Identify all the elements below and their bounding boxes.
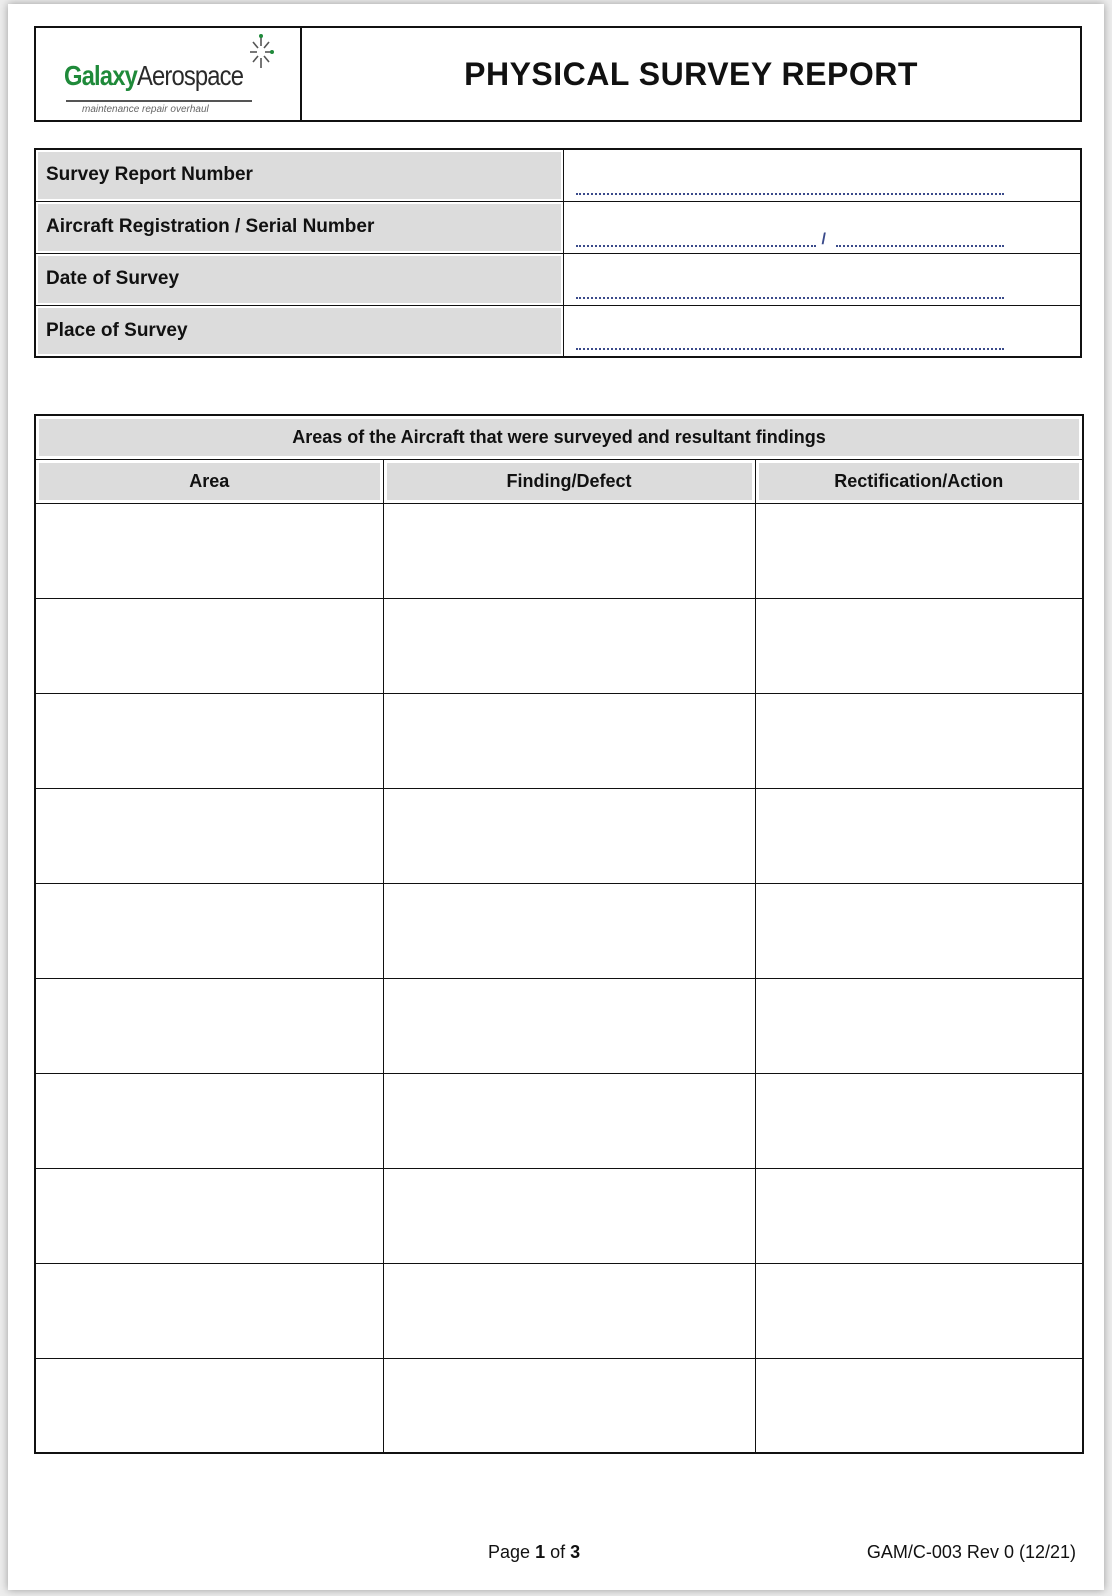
findings-table xyxy=(34,414,1084,1454)
info-row-report-number xyxy=(35,149,1081,201)
cell-rectification[interactable] xyxy=(755,693,1083,788)
cell-rectification[interactable] xyxy=(755,598,1083,693)
table-row xyxy=(35,503,1083,598)
cell-area[interactable] xyxy=(35,693,383,788)
page-number: Page 1 of 3 xyxy=(488,1542,581,1562)
label-survey-report-number: Survey Report Number xyxy=(35,149,563,201)
cell-area[interactable] xyxy=(35,1168,383,1263)
logo-underline xyxy=(66,100,252,102)
cell-finding[interactable] xyxy=(383,693,755,788)
table-row xyxy=(35,693,1083,788)
field-date-of-survey[interactable] xyxy=(563,253,1081,305)
star-logo-icon xyxy=(246,32,276,72)
page-title: PHYSICAL SURVEY REPORT xyxy=(464,55,918,92)
document-page xyxy=(8,4,1104,1590)
cell-finding[interactable] xyxy=(383,1168,755,1263)
cell-area[interactable] xyxy=(35,788,383,883)
info-row-place xyxy=(35,305,1081,357)
cell-area[interactable] xyxy=(35,1073,383,1168)
column-header-area: Area xyxy=(35,459,383,503)
info-row-date xyxy=(35,253,1081,305)
findings-caption: Areas of the Aircraft that were surveyed and resultant findings xyxy=(35,415,1083,459)
cell-rectification[interactable] xyxy=(755,883,1083,978)
field-place-of-survey[interactable] xyxy=(563,305,1081,357)
cell-rectification[interactable] xyxy=(755,978,1083,1073)
cell-finding[interactable] xyxy=(383,788,755,883)
table-row xyxy=(35,883,1083,978)
cell-area[interactable] xyxy=(35,598,383,693)
cell-area[interactable] xyxy=(35,1263,383,1358)
cell-rectification[interactable] xyxy=(755,1168,1083,1263)
table-row xyxy=(35,1358,1083,1453)
cell-finding[interactable] xyxy=(383,978,755,1073)
cell-finding[interactable] xyxy=(383,1263,755,1358)
logo-tagline: maintenance repair overhaul xyxy=(82,104,209,115)
cell-finding[interactable] xyxy=(383,598,755,693)
label-aircraft-registration: Aircraft Registration / Serial Number xyxy=(35,201,563,253)
label-place-of-survey: Place of Survey xyxy=(35,305,563,357)
cell-finding[interactable] xyxy=(383,503,755,598)
dotted-line-registration xyxy=(576,245,816,247)
separator-slash: / xyxy=(821,230,826,248)
table-row xyxy=(35,598,1083,693)
table-row xyxy=(35,1073,1083,1168)
info-row-registration xyxy=(35,201,1081,253)
column-header-rectification: Rectification/Action xyxy=(755,459,1083,503)
cell-rectification[interactable] xyxy=(755,788,1083,883)
field-aircraft-registration[interactable] xyxy=(563,201,1081,253)
findings-caption-row xyxy=(35,415,1083,459)
dotted-line xyxy=(576,348,1005,350)
field-survey-report-number[interactable] xyxy=(563,149,1081,201)
report-header xyxy=(34,26,1082,122)
document-reference: GAM/C-003 Rev 0 (12/21) xyxy=(866,1542,1076,1562)
cell-area[interactable] xyxy=(35,883,383,978)
cell-finding[interactable] xyxy=(383,1073,755,1168)
cell-area[interactable] xyxy=(35,1358,383,1453)
table-row xyxy=(35,788,1083,883)
cell-rectification[interactable] xyxy=(755,1263,1083,1358)
cell-finding[interactable] xyxy=(383,883,755,978)
findings-header-row xyxy=(35,459,1083,503)
logo xyxy=(36,28,302,120)
table-row xyxy=(35,1263,1083,1358)
cell-rectification[interactable] xyxy=(755,1073,1083,1168)
label-date-of-survey: Date of Survey xyxy=(35,253,563,305)
cell-rectification[interactable] xyxy=(755,1358,1083,1453)
survey-info-table xyxy=(34,148,1082,358)
cell-rectification[interactable] xyxy=(755,503,1083,598)
cell-area[interactable] xyxy=(35,503,383,598)
logo-wordmark: GalaxyAerospace xyxy=(64,60,244,91)
dotted-line-serial xyxy=(836,245,1005,247)
dotted-line xyxy=(576,193,1005,195)
cell-area[interactable] xyxy=(35,978,383,1073)
cell-finding[interactable] xyxy=(383,1358,755,1453)
column-header-finding: Finding/Defect xyxy=(383,459,755,503)
table-row xyxy=(35,1168,1083,1263)
dotted-line xyxy=(576,297,1005,299)
table-row xyxy=(35,978,1083,1073)
